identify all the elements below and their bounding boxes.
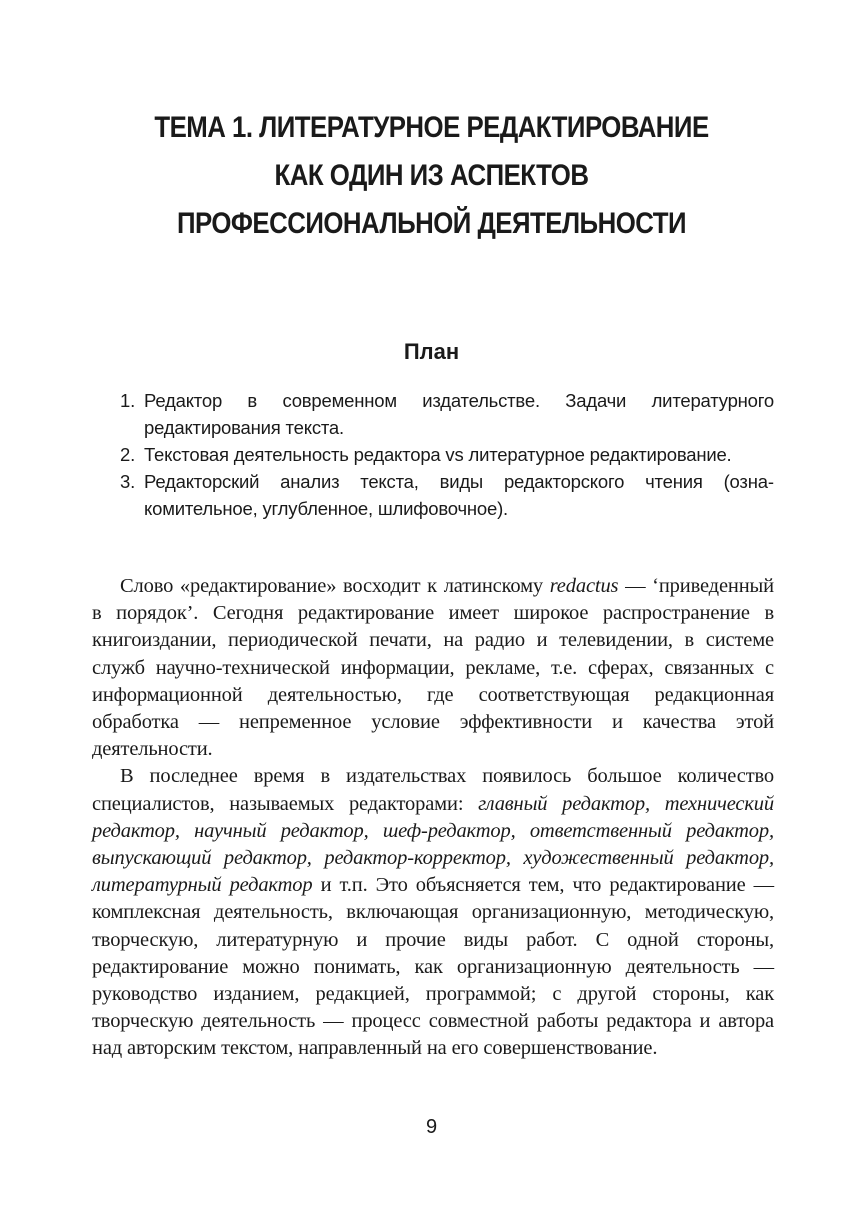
paragraph-text: Слово «редактирование» восходит к латинскому [120, 575, 550, 597]
plan-item-number: 3. [120, 471, 136, 492]
paragraph [92, 573, 774, 763]
plan-item [120, 387, 774, 441]
plan-list [120, 387, 774, 522]
plan-item-number: 2. [120, 444, 136, 465]
plan-heading: План [403, 339, 460, 364]
plan-item [120, 468, 774, 522]
plan-item-text: Редакторский анализ текста, виды редакторского чтения (ознакомительное, углубленное, шлифовочное). [144, 471, 774, 519]
paragraph-text: — ‘приведенный в порядок’. Сегодня редактирование имеет широкое распространение в книгоиздании, периодической печати, на радио и телевидении, в системе служб научно-технической информации, рекламе, т.е. сферах, связанных с информационной деятельностью, где соответствующая редакционная обработка — непременное условие эффективности и качества этой деятельности. [92, 575, 775, 761]
latin-term: redactus [549, 575, 619, 597]
plan-item [120, 441, 774, 468]
chapter-title [112, 104, 751, 248]
paragraph [92, 763, 774, 1062]
paragraph-text: и т.п. Это объясняется тем, что редактирование — комплексная деятельность, включающая организационную, методическую, творческую, литературную и прочие виды работ. С одной стороны, редактирование можно понимать, как организационную деятельность — руководство изданием, редакцией, программой; с другой стороны, как творческую деятельность — процесс совместной работы редактора и автора над авторским текстом, направленный на его совершенствование. [92, 874, 774, 1060]
plan-item-text: Редактор в современном издательстве. Задачи литературного редактирования текста. [144, 390, 774, 438]
chapter-title-line: ТЕМА 1. ЛИТЕРАТУРНОЕ РЕДАКТИРОВАНИЕ [154, 111, 709, 144]
editor-roles-list: главный редактор, технический редактор, научный редактор, шеф-редактор, ответственный редактор, выпускающий редактор, редактор-корректор, художественный редактор, литературный редактор [92, 792, 774, 897]
plan-item-text: Текстовая деятельность редактора vs литературное редактирование. [144, 444, 732, 465]
body-text [92, 573, 774, 1063]
page-number: 9 [425, 1116, 438, 1138]
chapter-title-line: ПРОФЕССИОНАЛЬНОЙ ДЕЯТЕЛЬНОСТИ [176, 207, 686, 240]
paragraph-text: В последнее время в издательствах появилось большое количество специалистов, называемых редакторами: [92, 765, 774, 815]
chapter-title-line: КАК ОДИН ИЗ АСПЕКТОВ [274, 159, 589, 192]
plan-item-number: 1. [120, 390, 136, 411]
